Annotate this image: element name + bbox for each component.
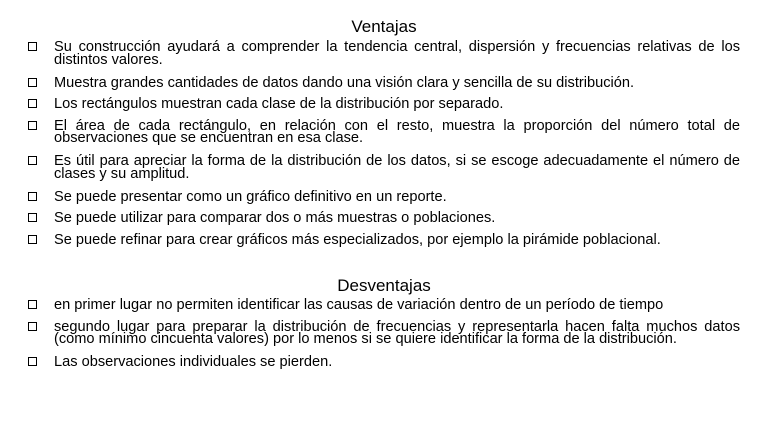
list-item-text: Es útil para apreciar la forma de la distribución de los datos, si se escoge adecuadamente el número de clases y su amplitud. [54,153,740,182]
list-item [24,299,740,312]
list-item [24,74,740,91]
checkbox-bullet-icon [28,300,37,309]
list-item-text: Se puede refinar para crear gráficos más especializados, por ejemplo la pirámide poblacional. [54,231,661,248]
checkbox-bullet-icon [28,99,37,108]
list-item [24,231,740,248]
desventajas-list [24,299,740,378]
list-item [24,188,740,205]
list-item [24,41,740,66]
checkbox-bullet-icon [28,235,37,244]
list-item-text: Su construcción ayudará a comprender la tendencia central, dispersión y frecuencias relativas de los distintos valores. [54,39,740,68]
list-item-text: Los rectángulos muestran cada clase de la distribución por separado. [54,96,504,112]
list-item [24,98,740,111]
list-item-text: Las observaciones individuales se pierden. [54,354,333,370]
list-item [24,318,740,347]
checkbox-bullet-icon [28,357,37,366]
list-item-text: Muestra grandes cantidades de datos dando una visión clara y sencilla de su distribución. [54,74,635,91]
checkbox-bullet-icon [28,78,37,87]
list-item-text: Se puede utilizar para comparar dos o más muestras o poblaciones. [54,210,496,226]
list-item [24,356,740,369]
list-item-text: en primer lugar no permiten identificar las causas de variación dentro de un período de tiempo [54,297,664,313]
list-item-text: El área de cada rectángulo, en relación con el resto, muestra la proporción del número total de observaciones que se encuentran en esa clase. [54,117,740,146]
list-item-text: segundo lugar para preparar la distribución de frecuencias y representarla hacen falta muchos datos (como mínimo cincuenta valores) por lo menos si se quiere identificar la forma de la distribución. [54,318,740,347]
list-item-text: Se puede presentar como un gráfico definitivo en un reporte. [54,188,447,205]
list-item [24,212,740,225]
desventajas-heading: Desventajas [337,276,431,295]
checkbox-bullet-icon [28,121,37,130]
ventajas-heading: Ventajas [351,17,417,36]
checkbox-bullet-icon [28,213,37,222]
checkbox-bullet-icon [28,42,37,51]
list-item [24,117,740,146]
list-item [24,155,740,180]
checkbox-bullet-icon [28,192,37,201]
checkbox-bullet-icon [28,322,37,331]
ventajas-list [24,41,740,255]
checkbox-bullet-icon [28,156,37,165]
